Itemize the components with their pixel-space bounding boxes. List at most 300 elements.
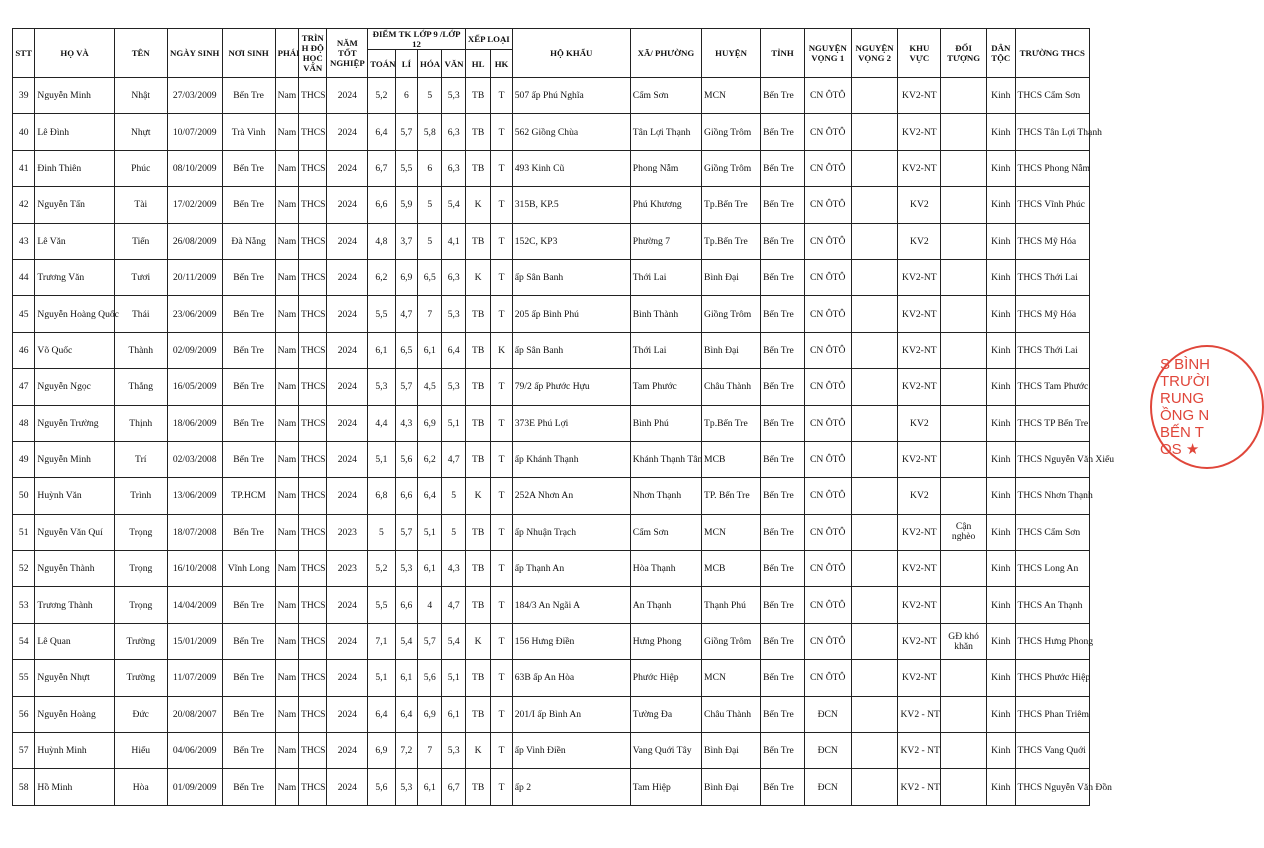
cell-ho-va: Trương Văn bbox=[35, 259, 114, 295]
cell-van: 4,7 bbox=[442, 587, 465, 623]
cell-stt: 42 bbox=[13, 187, 35, 223]
cell-nguyen-vong-2 bbox=[851, 405, 898, 441]
cell-stt: 54 bbox=[13, 623, 35, 659]
cell-stt: 55 bbox=[13, 660, 35, 696]
cell-doi-tuong bbox=[941, 660, 987, 696]
cell-tinh: Bến Tre bbox=[761, 405, 805, 441]
cell-nam-tot-nghiep: 2024 bbox=[327, 369, 368, 405]
cell-hk: T bbox=[491, 660, 512, 696]
cell-tinh: Bến Tre bbox=[761, 296, 805, 332]
cell-li: 6,9 bbox=[395, 259, 417, 295]
cell-stt: 43 bbox=[13, 223, 35, 259]
cell-khu-vuc: KV2-NT bbox=[898, 332, 941, 368]
cell-ho-khau: ấp Khánh Thạnh bbox=[512, 441, 630, 477]
table-row bbox=[13, 587, 1090, 623]
cell-tinh: Bến Tre bbox=[761, 660, 805, 696]
cell-ho-khau: ấp Thạnh An bbox=[512, 551, 630, 587]
cell-hk: T bbox=[491, 187, 512, 223]
cell-doi-tuong bbox=[941, 187, 987, 223]
cell-trinh-do: THCS bbox=[298, 733, 327, 769]
cell-khu-vuc: KV2-NT bbox=[898, 623, 941, 659]
cell-nguyen-vong-1: CN ÔTÔ bbox=[804, 514, 851, 550]
cell-hl: K bbox=[465, 623, 490, 659]
cell-stt: 47 bbox=[13, 369, 35, 405]
cell-nam-tot-nghiep: 2024 bbox=[327, 405, 368, 441]
cell-li: 4,7 bbox=[395, 296, 417, 332]
cell-ho-khau: 507 ấp Phú Nghĩa bbox=[512, 78, 630, 114]
cell-ho-va: Lê Văn bbox=[35, 223, 114, 259]
cell-ho-va: Nguyễn Minh bbox=[35, 441, 114, 477]
cell-khu-vuc: KV2-NT bbox=[898, 551, 941, 587]
cell-dan-toc: Kinh bbox=[987, 405, 1016, 441]
cell-noi-sinh: Bến Tre bbox=[222, 769, 275, 805]
cell-nguyen-vong-1: CN ÔTÔ bbox=[804, 551, 851, 587]
cell-van: 4,7 bbox=[442, 441, 465, 477]
cell-trinh-do: THCS bbox=[298, 114, 327, 150]
cell-hl: TB bbox=[465, 405, 490, 441]
cell-noi-sinh: Bến Tre bbox=[222, 696, 275, 732]
cell-tinh: Bến Tre bbox=[761, 369, 805, 405]
cell-ten: Trọng bbox=[114, 514, 167, 550]
cell-khu-vuc: KV2 bbox=[898, 223, 941, 259]
cell-ho-va: Nguyễn Văn Quí bbox=[35, 514, 114, 550]
header-toan: TOÁN bbox=[368, 50, 395, 78]
cell-huyen: Tp.Bến Tre bbox=[702, 405, 761, 441]
cell-nguyen-vong-2 bbox=[851, 660, 898, 696]
cell-noi-sinh: Bến Tre bbox=[222, 369, 275, 405]
cell-truong-thcs: THCS Nguyễn Văn Đồn bbox=[1015, 769, 1089, 805]
header-trinh-do: TRÌN H ĐỘ HỌC VẤN bbox=[298, 29, 327, 78]
cell-nguyen-vong-1: CN ÔTÔ bbox=[804, 441, 851, 477]
cell-truong-thcs: THCS Cẩm Sơn bbox=[1015, 78, 1089, 114]
cell-van: 5,3 bbox=[442, 78, 465, 114]
cell-hoa: 6,1 bbox=[418, 551, 442, 587]
cell-tinh: Bến Tre bbox=[761, 551, 805, 587]
cell-ho-va: Huỳnh Văn bbox=[35, 478, 114, 514]
cell-truong-thcs: THCS TP Bến Tre bbox=[1015, 405, 1089, 441]
cell-hoa: 6,5 bbox=[418, 259, 442, 295]
cell-xa-phuong: Phước Hiệp bbox=[630, 660, 701, 696]
cell-ho-va: Lê Quan bbox=[35, 623, 114, 659]
header-ngay-sinh: NGÀY SINH bbox=[167, 29, 222, 78]
cell-khu-vuc: KV2 bbox=[898, 478, 941, 514]
cell-nguyen-vong-2 bbox=[851, 587, 898, 623]
cell-hl: TB bbox=[465, 296, 490, 332]
cell-stt: 40 bbox=[13, 114, 35, 150]
cell-ten: Trường bbox=[114, 660, 167, 696]
cell-stt: 46 bbox=[13, 332, 35, 368]
cell-nguyen-vong-1: CN ÔTÔ bbox=[804, 332, 851, 368]
cell-truong-thcs: THCS Mỹ Hóa bbox=[1015, 296, 1089, 332]
cell-nam-tot-nghiep: 2024 bbox=[327, 150, 368, 186]
cell-ho-khau: ấp Sân Banh bbox=[512, 259, 630, 295]
cell-trinh-do: THCS bbox=[298, 223, 327, 259]
cell-ngay-sinh: 23/06/2009 bbox=[167, 296, 222, 332]
cell-dan-toc: Kinh bbox=[987, 259, 1016, 295]
table-row bbox=[13, 660, 1090, 696]
cell-li: 6,6 bbox=[395, 478, 417, 514]
cell-ho-va: Nguyễn Hoàng bbox=[35, 696, 114, 732]
cell-van: 5,4 bbox=[442, 187, 465, 223]
cell-ho-va: Võ Quốc bbox=[35, 332, 114, 368]
cell-phai: Nam bbox=[275, 369, 298, 405]
cell-li: 5,9 bbox=[395, 187, 417, 223]
cell-hl: TB bbox=[465, 551, 490, 587]
cell-doi-tuong: GĐ khó khăn bbox=[941, 623, 987, 659]
cell-toan: 5,5 bbox=[368, 296, 395, 332]
cell-noi-sinh: Bến Tre bbox=[222, 405, 275, 441]
cell-noi-sinh: Bến Tre bbox=[222, 332, 275, 368]
cell-hoa: 5 bbox=[418, 223, 442, 259]
cell-tinh: Bến Tre bbox=[761, 623, 805, 659]
cell-huyen: Bình Đại bbox=[702, 259, 761, 295]
cell-ho-va: Nguyễn Tấn bbox=[35, 187, 114, 223]
cell-ho-khau: 201/I ấp Bình An bbox=[512, 696, 630, 732]
cell-dan-toc: Kinh bbox=[987, 478, 1016, 514]
cell-khu-vuc: KV2-NT bbox=[898, 78, 941, 114]
cell-phai: Nam bbox=[275, 114, 298, 150]
cell-li: 5,7 bbox=[395, 369, 417, 405]
table-row bbox=[13, 696, 1090, 732]
cell-nguyen-vong-2 bbox=[851, 623, 898, 659]
cell-hl: TB bbox=[465, 587, 490, 623]
header-diem-group: ĐIỂM TK LỚP 9 /LỚP 12 bbox=[368, 29, 466, 50]
cell-nguyen-vong-1: CN ÔTÔ bbox=[804, 259, 851, 295]
cell-xa-phuong: Phú Khương bbox=[630, 187, 701, 223]
cell-doi-tuong bbox=[941, 696, 987, 732]
cell-ten: Nhựt bbox=[114, 114, 167, 150]
cell-huyen: Giồng Trôm bbox=[702, 150, 761, 186]
cell-trinh-do: THCS bbox=[298, 332, 327, 368]
cell-trinh-do: THCS bbox=[298, 696, 327, 732]
cell-hk: T bbox=[491, 551, 512, 587]
cell-nguyen-vong-2 bbox=[851, 478, 898, 514]
cell-van: 6,3 bbox=[442, 150, 465, 186]
official-stamp bbox=[1150, 345, 1240, 465]
cell-doi-tuong bbox=[941, 478, 987, 514]
cell-hk: T bbox=[491, 296, 512, 332]
cell-truong-thcs: THCS Mỹ Hóa bbox=[1015, 223, 1089, 259]
cell-stt: 44 bbox=[13, 259, 35, 295]
cell-tinh: Bến Tre bbox=[761, 223, 805, 259]
cell-trinh-do: THCS bbox=[298, 623, 327, 659]
header-ten: TÊN bbox=[114, 29, 167, 78]
cell-nam-tot-nghiep: 2024 bbox=[327, 733, 368, 769]
table-row bbox=[13, 733, 1090, 769]
cell-hoa: 6,1 bbox=[418, 332, 442, 368]
cell-phai: Nam bbox=[275, 296, 298, 332]
cell-ho-va: Nguyễn Thành bbox=[35, 551, 114, 587]
cell-van: 6,3 bbox=[442, 259, 465, 295]
cell-ten: Thái bbox=[114, 296, 167, 332]
cell-ten: Trọng bbox=[114, 587, 167, 623]
cell-noi-sinh: Bến Tre bbox=[222, 441, 275, 477]
cell-toan: 5,5 bbox=[368, 587, 395, 623]
cell-huyen: MCN bbox=[702, 78, 761, 114]
cell-toan: 5,6 bbox=[368, 769, 395, 805]
cell-ho-khau: 252A Nhơn An bbox=[512, 478, 630, 514]
cell-khu-vuc: KV2-NT bbox=[898, 369, 941, 405]
cell-ho-va: Trương Thành bbox=[35, 587, 114, 623]
stamp-text: BẾN T bbox=[1160, 424, 1204, 441]
cell-huyen: Tp.Bến Tre bbox=[702, 223, 761, 259]
cell-ten: Trọng bbox=[114, 551, 167, 587]
cell-nguyen-vong-1: CN ÔTÔ bbox=[804, 223, 851, 259]
cell-hl: TB bbox=[465, 696, 490, 732]
cell-nguyen-vong-1: ĐCN bbox=[804, 696, 851, 732]
cell-phai: Nam bbox=[275, 441, 298, 477]
cell-doi-tuong bbox=[941, 296, 987, 332]
cell-tinh: Bến Tre bbox=[761, 114, 805, 150]
cell-nguyen-vong-1: CN ÔTÔ bbox=[804, 187, 851, 223]
header-dan-toc: DÂN TỘC bbox=[987, 29, 1016, 78]
cell-hoa: 6,2 bbox=[418, 441, 442, 477]
header-hk: HK bbox=[491, 50, 512, 78]
cell-toan: 6,7 bbox=[368, 150, 395, 186]
cell-ten: Thịnh bbox=[114, 405, 167, 441]
cell-li: 5,5 bbox=[395, 150, 417, 186]
cell-ho-khau: 156 Hưng Điền bbox=[512, 623, 630, 659]
cell-hk: T bbox=[491, 769, 512, 805]
cell-huyen: Châu Thành bbox=[702, 696, 761, 732]
cell-van: 5,3 bbox=[442, 296, 465, 332]
cell-nguyen-vong-1: CN ÔTÔ bbox=[804, 587, 851, 623]
cell-dan-toc: Kinh bbox=[987, 150, 1016, 186]
cell-xa-phuong: Hòa Thạnh bbox=[630, 551, 701, 587]
cell-toan: 5,2 bbox=[368, 78, 395, 114]
header-van: VĂN bbox=[442, 50, 465, 78]
cell-ho-va: Nguyễn Nhựt bbox=[35, 660, 114, 696]
cell-ngay-sinh: 20/08/2007 bbox=[167, 696, 222, 732]
cell-truong-thcs: THCS Long An bbox=[1015, 551, 1089, 587]
cell-hl: TB bbox=[465, 514, 490, 550]
cell-hoa: 6,9 bbox=[418, 405, 442, 441]
cell-nguyen-vong-2 bbox=[851, 296, 898, 332]
header-ho-va: HỌ VÀ bbox=[35, 29, 114, 78]
cell-hoa: 7 bbox=[418, 296, 442, 332]
cell-li: 5,3 bbox=[395, 551, 417, 587]
cell-stt: 41 bbox=[13, 150, 35, 186]
cell-khu-vuc: KV2-NT bbox=[898, 514, 941, 550]
cell-khu-vuc: KV2 - NT bbox=[898, 696, 941, 732]
cell-hl: K bbox=[465, 187, 490, 223]
cell-doi-tuong bbox=[941, 769, 987, 805]
cell-xa-phuong: Thới Lai bbox=[630, 332, 701, 368]
cell-hk: T bbox=[491, 587, 512, 623]
cell-khu-vuc: KV2-NT bbox=[898, 441, 941, 477]
cell-nguyen-vong-1: CN ÔTÔ bbox=[804, 114, 851, 150]
cell-hk: K bbox=[491, 332, 512, 368]
cell-ho-khau: ấp Vinh Điền bbox=[512, 733, 630, 769]
cell-van: 5,1 bbox=[442, 660, 465, 696]
cell-nam-tot-nghiep: 2024 bbox=[327, 259, 368, 295]
cell-phai: Nam bbox=[275, 551, 298, 587]
cell-nguyen-vong-1: CN ÔTÔ bbox=[804, 369, 851, 405]
table-row bbox=[13, 478, 1090, 514]
cell-truong-thcs: THCS Phan Triêm bbox=[1015, 696, 1089, 732]
cell-khu-vuc: KV2-NT bbox=[898, 150, 941, 186]
cell-stt: 52 bbox=[13, 551, 35, 587]
cell-phai: Nam bbox=[275, 660, 298, 696]
cell-trinh-do: THCS bbox=[298, 369, 327, 405]
cell-nguyen-vong-2 bbox=[851, 514, 898, 550]
header-khu-vuc: KHU VỰC bbox=[898, 29, 941, 78]
header-phai: PHÁI bbox=[275, 29, 298, 78]
cell-huyen: Bình Đại bbox=[702, 332, 761, 368]
cell-doi-tuong bbox=[941, 733, 987, 769]
table-row bbox=[13, 78, 1090, 114]
cell-xa-phuong: Phong Nẫm bbox=[630, 150, 701, 186]
cell-trinh-do: THCS bbox=[298, 441, 327, 477]
cell-hk: T bbox=[491, 514, 512, 550]
cell-xa-phuong: Tam Hiệp bbox=[630, 769, 701, 805]
cell-phai: Nam bbox=[275, 733, 298, 769]
cell-tinh: Bến Tre bbox=[761, 514, 805, 550]
cell-huyen: Bình Đại bbox=[702, 733, 761, 769]
cell-nguyen-vong-2 bbox=[851, 78, 898, 114]
cell-stt: 39 bbox=[13, 78, 35, 114]
cell-hl: TB bbox=[465, 332, 490, 368]
cell-huyen: MCB bbox=[702, 441, 761, 477]
cell-ho-khau: 562 Giồng Chùa bbox=[512, 114, 630, 150]
cell-truong-thcs: THCS Thới Lai bbox=[1015, 259, 1089, 295]
cell-khu-vuc: KV2-NT bbox=[898, 259, 941, 295]
cell-toan: 5,1 bbox=[368, 441, 395, 477]
cell-noi-sinh: Vĩnh Long bbox=[222, 551, 275, 587]
cell-truong-thcs: THCS Hưng Phong bbox=[1015, 623, 1089, 659]
cell-hl: TB bbox=[465, 78, 490, 114]
cell-dan-toc: Kinh bbox=[987, 660, 1016, 696]
cell-doi-tuong bbox=[941, 369, 987, 405]
cell-khu-vuc: KV2-NT bbox=[898, 587, 941, 623]
cell-ho-khau: ấp Nhuận Trạch bbox=[512, 514, 630, 550]
cell-hoa: 6,4 bbox=[418, 478, 442, 514]
cell-hl: K bbox=[465, 259, 490, 295]
cell-dan-toc: Kinh bbox=[987, 733, 1016, 769]
cell-stt: 51 bbox=[13, 514, 35, 550]
cell-li: 6,6 bbox=[395, 587, 417, 623]
cell-doi-tuong bbox=[941, 587, 987, 623]
cell-xa-phuong: Thới Lai bbox=[630, 259, 701, 295]
cell-hk: T bbox=[491, 223, 512, 259]
stamp-text: S BÌNH bbox=[1160, 356, 1211, 373]
cell-li: 5,6 bbox=[395, 441, 417, 477]
cell-van: 6,3 bbox=[442, 114, 465, 150]
cell-li: 5,3 bbox=[395, 769, 417, 805]
cell-hl: TB bbox=[465, 369, 490, 405]
cell-ho-khau: 184/3 An Ngãi A bbox=[512, 587, 630, 623]
cell-ho-va: Nguyễn Minh bbox=[35, 78, 114, 114]
header-li: LÍ bbox=[395, 50, 417, 78]
cell-phai: Nam bbox=[275, 769, 298, 805]
cell-huyen: MCN bbox=[702, 514, 761, 550]
cell-ho-va: Nguyễn Ngọc bbox=[35, 369, 114, 405]
cell-huyen: Bình Đại bbox=[702, 769, 761, 805]
cell-ho-khau: ấp 2 bbox=[512, 769, 630, 805]
cell-nguyen-vong-1: ĐCN bbox=[804, 733, 851, 769]
cell-li: 3,7 bbox=[395, 223, 417, 259]
cell-tinh: Bến Tre bbox=[761, 332, 805, 368]
cell-trinh-do: THCS bbox=[298, 769, 327, 805]
cell-hl: TB bbox=[465, 114, 490, 150]
cell-hoa: 6 bbox=[418, 150, 442, 186]
cell-xa-phuong: Phường 7 bbox=[630, 223, 701, 259]
cell-trinh-do: THCS bbox=[298, 187, 327, 223]
cell-van: 5,3 bbox=[442, 733, 465, 769]
cell-toan: 6,9 bbox=[368, 733, 395, 769]
cell-dan-toc: Kinh bbox=[987, 623, 1016, 659]
cell-trinh-do: THCS bbox=[298, 259, 327, 295]
cell-hk: T bbox=[491, 696, 512, 732]
cell-noi-sinh: Bến Tre bbox=[222, 150, 275, 186]
cell-nguyen-vong-2 bbox=[851, 150, 898, 186]
header-noi-sinh: NƠI SINH bbox=[222, 29, 275, 78]
cell-toan: 5,3 bbox=[368, 369, 395, 405]
cell-toan: 4,4 bbox=[368, 405, 395, 441]
cell-dan-toc: Kinh bbox=[987, 769, 1016, 805]
cell-nam-tot-nghiep: 2024 bbox=[327, 696, 368, 732]
header-xa-phuong: XÃ/ PHƯỜNG bbox=[630, 29, 701, 78]
cell-tinh: Bến Tre bbox=[761, 441, 805, 477]
cell-ho-va: Hồ Minh bbox=[35, 769, 114, 805]
stamp-text: ỒNG N bbox=[1160, 407, 1210, 424]
cell-tinh: Bến Tre bbox=[761, 150, 805, 186]
cell-doi-tuong bbox=[941, 259, 987, 295]
cell-ngay-sinh: 18/07/2008 bbox=[167, 514, 222, 550]
cell-ho-va: Huỳnh Minh bbox=[35, 733, 114, 769]
cell-hoa: 7 bbox=[418, 733, 442, 769]
cell-trinh-do: THCS bbox=[298, 660, 327, 696]
cell-doi-tuong bbox=[941, 551, 987, 587]
table-row bbox=[13, 223, 1090, 259]
cell-toan: 6,1 bbox=[368, 332, 395, 368]
cell-phai: Nam bbox=[275, 623, 298, 659]
cell-nam-tot-nghiep: 2024 bbox=[327, 114, 368, 150]
cell-nguyen-vong-1: CN ÔTÔ bbox=[804, 478, 851, 514]
header-tinh: TỈNH bbox=[761, 29, 805, 78]
cell-nam-tot-nghiep: 2024 bbox=[327, 223, 368, 259]
table-row bbox=[13, 514, 1090, 550]
cell-ho-khau: 63B ấp An Hòa bbox=[512, 660, 630, 696]
cell-noi-sinh: Đà Nẵng bbox=[222, 223, 275, 259]
cell-xa-phuong: Bình Thành bbox=[630, 296, 701, 332]
cell-truong-thcs: THCS Vĩnh Phúc bbox=[1015, 187, 1089, 223]
cell-ngay-sinh: 08/10/2009 bbox=[167, 150, 222, 186]
cell-khu-vuc: KV2 - NT bbox=[898, 733, 941, 769]
cell-hk: T bbox=[491, 114, 512, 150]
cell-ho-va: Lê Đình bbox=[35, 114, 114, 150]
cell-hoa: 6,9 bbox=[418, 696, 442, 732]
cell-xa-phuong: Tường Đa bbox=[630, 696, 701, 732]
cell-ten: Đức bbox=[114, 696, 167, 732]
cell-van: 5,4 bbox=[442, 623, 465, 659]
cell-xa-phuong: Hưng Phong bbox=[630, 623, 701, 659]
cell-nguyen-vong-2 bbox=[851, 332, 898, 368]
cell-ten: Trường bbox=[114, 623, 167, 659]
stamp-text: TRƯỜI bbox=[1160, 373, 1210, 390]
cell-doi-tuong: Cận nghèo bbox=[941, 514, 987, 550]
cell-hoa: 5,6 bbox=[418, 660, 442, 696]
cell-hl: TB bbox=[465, 150, 490, 186]
cell-nam-tot-nghiep: 2024 bbox=[327, 332, 368, 368]
cell-stt: 45 bbox=[13, 296, 35, 332]
cell-nguyen-vong-2 bbox=[851, 769, 898, 805]
cell-phai: Nam bbox=[275, 150, 298, 186]
cell-tinh: Bến Tre bbox=[761, 478, 805, 514]
cell-li: 6,1 bbox=[395, 660, 417, 696]
cell-nam-tot-nghiep: 2024 bbox=[327, 441, 368, 477]
cell-li: 6,5 bbox=[395, 332, 417, 368]
